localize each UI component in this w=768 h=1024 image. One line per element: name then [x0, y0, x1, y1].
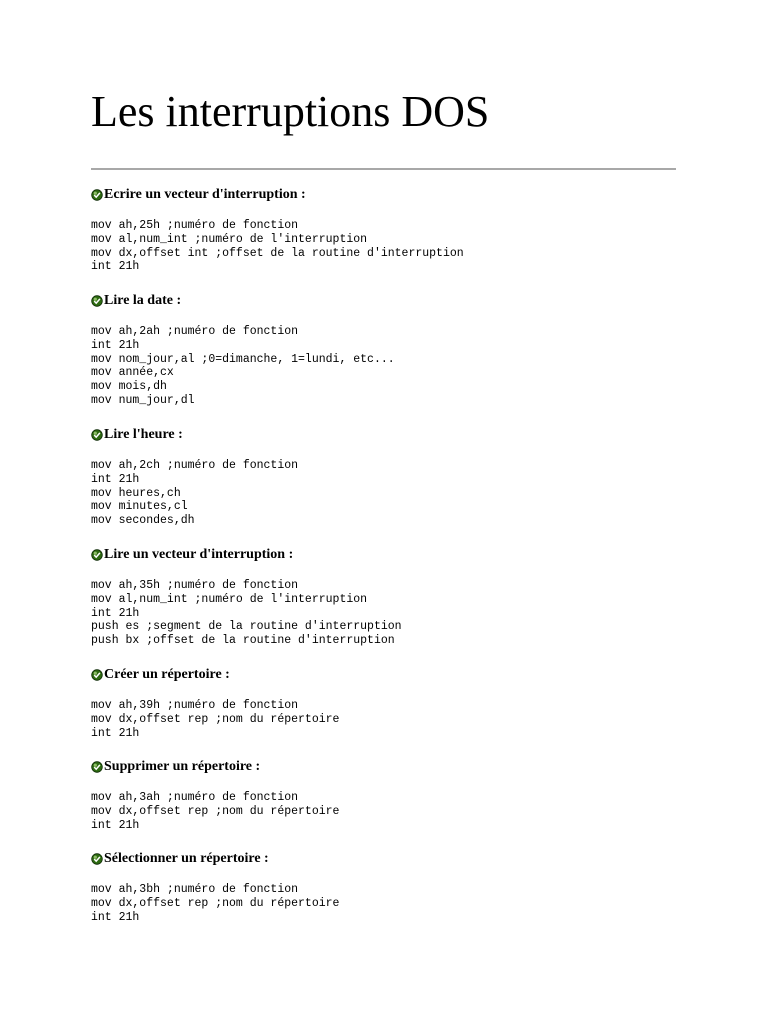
code-block	[91, 699, 691, 740]
section-heading-text: Lire l'heure :	[104, 427, 183, 442]
code-line: int 21h	[91, 818, 140, 832]
code-line: mov minutes,cl	[91, 500, 188, 514]
code-block	[91, 325, 691, 408]
section-write-vector	[91, 186, 691, 274]
section-heading	[91, 186, 691, 204]
section-heading-text: Lire la date :	[104, 293, 182, 308]
section-heading-text: Supprimer un répertoire :	[104, 759, 261, 774]
code-line: mov mois,dh	[91, 380, 167, 394]
code-line: mov ah,2ah ;numéro de fonction	[91, 325, 299, 338]
section-heading	[91, 850, 691, 868]
section-heading-text: Sélectionner un répertoire :	[104, 851, 269, 866]
code-line: mov ah,39h ;numéro de fonction	[91, 699, 299, 712]
section-heading	[91, 546, 691, 564]
check-bullet-icon	[91, 669, 103, 681]
code-line: mov ah,2ch ;numéro de fonction	[91, 459, 299, 472]
code-line: mov ah,25h ;numéro de fonction	[91, 219, 299, 232]
code-line: mov heures,ch	[91, 486, 181, 500]
section-heading	[91, 758, 691, 776]
section-create-directory	[91, 666, 691, 740]
code-line: mov dx,offset rep ;nom du répertoire	[91, 712, 340, 726]
section-heading	[91, 292, 691, 310]
code-line: int 21h	[91, 726, 140, 740]
code-line: mov al,num_int ;numéro de l'interruption	[91, 592, 368, 606]
code-line: int 21h	[91, 472, 140, 486]
code-line: mov année,cx	[91, 366, 174, 380]
code-block	[91, 883, 691, 924]
section-read-time	[91, 426, 691, 528]
code-line: mov ah,35h ;numéro de fonction	[91, 579, 299, 592]
code-line: mov dx,offset rep ;nom du répertoire	[91, 804, 340, 818]
check-bullet-icon	[91, 189, 103, 201]
section-select-directory	[91, 850, 691, 924]
code-line: int 21h	[91, 910, 140, 924]
section-read-date	[91, 292, 691, 408]
code-line: push bx ;offset de la routine d'interruption	[91, 634, 395, 648]
code-line: mov dx,offset int ;offset de la routine d'interruption	[91, 246, 464, 260]
code-line: mov num_jour,dl	[91, 393, 195, 407]
page-title: Les interruptions DOS	[91, 87, 490, 136]
section-heading	[91, 426, 691, 444]
section-read-vector	[91, 546, 691, 648]
check-bullet-icon	[91, 295, 103, 307]
code-line: mov secondes,dh	[91, 514, 195, 528]
check-bullet-icon	[91, 549, 103, 561]
check-bullet-icon	[91, 761, 103, 773]
section-heading-text: Ecrire un vecteur d'interruption :	[104, 187, 306, 202]
section-heading	[91, 666, 691, 684]
code-line: mov ah,3ah ;numéro de fonction	[91, 791, 299, 804]
section-heading-text: Lire un vecteur d'interruption :	[104, 547, 294, 562]
horizontal-rule	[91, 168, 676, 170]
section-heading-text: Créer un répertoire :	[104, 667, 230, 682]
code-block	[91, 791, 691, 832]
code-line: push es ;segment de la routine d'interruption	[91, 620, 402, 634]
code-line: mov nom_jour,al ;0=dimanche, 1=lundi, etc...	[91, 352, 395, 366]
check-bullet-icon	[91, 429, 103, 441]
code-block	[91, 459, 691, 528]
code-line: mov ah,3bh ;numéro de fonction	[91, 883, 299, 896]
code-block	[91, 219, 691, 274]
code-line: int 21h	[91, 260, 140, 274]
check-bullet-icon	[91, 853, 103, 865]
code-line: mov al,num_int ;numéro de l'interruption	[91, 232, 368, 246]
code-line: int 21h	[91, 338, 140, 352]
code-line: int 21h	[91, 606, 140, 620]
code-block	[91, 579, 691, 648]
section-delete-directory	[91, 758, 691, 832]
code-line: mov dx,offset rep ;nom du répertoire	[91, 896, 340, 910]
